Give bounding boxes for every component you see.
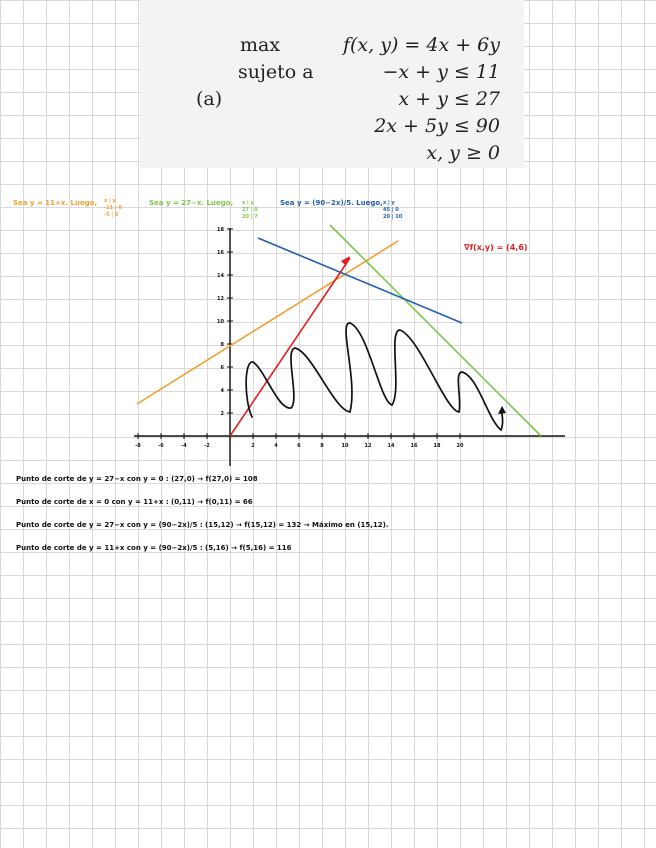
blue-line-note-text: Sea y = (90−2x)/5. Luego, <box>280 199 383 207</box>
constraint-1: −x + y ≤ 11 <box>382 61 500 83</box>
x-tick-label: 12 <box>364 443 372 449</box>
x-tick-label: -4 <box>181 443 187 449</box>
problem-label: (a) <box>196 88 223 110</box>
y-tick-label: 16 <box>217 250 224 256</box>
blue-table-row: 45 | 0 <box>383 207 399 213</box>
subject-to-word: sujeto a <box>238 61 314 83</box>
x-tick-label: 10 <box>341 443 349 449</box>
y-tick-label: 18 <box>217 227 224 233</box>
constraint-3: 2x + 5y ≤ 90 <box>374 115 500 137</box>
y-tick-label: 2 <box>220 411 224 417</box>
x-tick-label: 20 <box>456 443 464 449</box>
orange-table-row: x | y <box>104 198 116 204</box>
y-tick-label: 14 <box>217 273 224 279</box>
y-tick-label: 10 <box>217 319 224 325</box>
x-tick-label: 16 <box>410 443 418 449</box>
y-tick-label: 6 <box>220 365 224 371</box>
y-tick-label: 4 <box>220 388 224 394</box>
orange-line-note-text: Sea y = 11+x. Luego, <box>13 199 98 207</box>
y-tick-label: 8 <box>220 342 224 348</box>
x-tick-label: 18 <box>433 443 441 449</box>
scribble-arrowhead <box>498 406 506 414</box>
orange-table-row: -5 | 6 <box>104 212 119 218</box>
constraint-2: x + y ≤ 27 <box>398 88 500 110</box>
blue-table-row: x | y <box>383 200 395 206</box>
green-line-note-text: Sea y = 27−x. Luego, <box>149 199 234 207</box>
green-constraint-line <box>330 225 541 436</box>
x-tick-label: 8 <box>320 443 324 449</box>
green-table-row: 20 | 7 <box>242 214 258 220</box>
blue-table-row: 20 | 10 <box>383 214 403 220</box>
objective-function: f(x, y) = 4x + 6y <box>342 34 500 56</box>
gradient-label: ∇f(x,y) = (4,6) <box>464 243 528 252</box>
x-tick-label: -2 <box>204 443 210 449</box>
x-tick-label: 2 <box>251 443 255 449</box>
constraint-4: x, y ≥ 0 <box>426 142 500 164</box>
gradient-arrow <box>230 258 350 436</box>
orange-table-row: -11 | 0 <box>104 205 122 211</box>
x-tick-label: -8 <box>135 443 141 449</box>
conclusion-line: Punto de corte de x = 0 con y = 11+x : (0,11) → f(0,11) = 66 <box>16 498 253 506</box>
x-tick-label: 14 <box>387 443 395 449</box>
x-tick-label: 4 <box>274 443 278 449</box>
max-word: max <box>240 34 281 56</box>
x-tick-label: -6 <box>158 443 164 449</box>
conclusion-line: Punto de corte de y = 27−x con y = 0 : (27,0) → f(27,0) = 108 <box>16 475 258 483</box>
conclusion-line: Punto de corte de y = 11+x con y = (90−2x)/5 : (5,16) → f(5,16) = 116 <box>16 544 292 552</box>
y-tick-label: 12 <box>217 296 224 302</box>
feasible-region-shading <box>246 323 502 430</box>
green-table-row: x | y <box>242 200 254 206</box>
x-tick-label: 6 <box>297 443 301 449</box>
green-table-row: 27 | 0 <box>242 207 258 213</box>
conclusion-line: Punto de corte de y = 27−x con y = (90−2x)/5 : (15,12) → f(15,12) = 132 → Máximo en (15,12). <box>16 521 389 529</box>
